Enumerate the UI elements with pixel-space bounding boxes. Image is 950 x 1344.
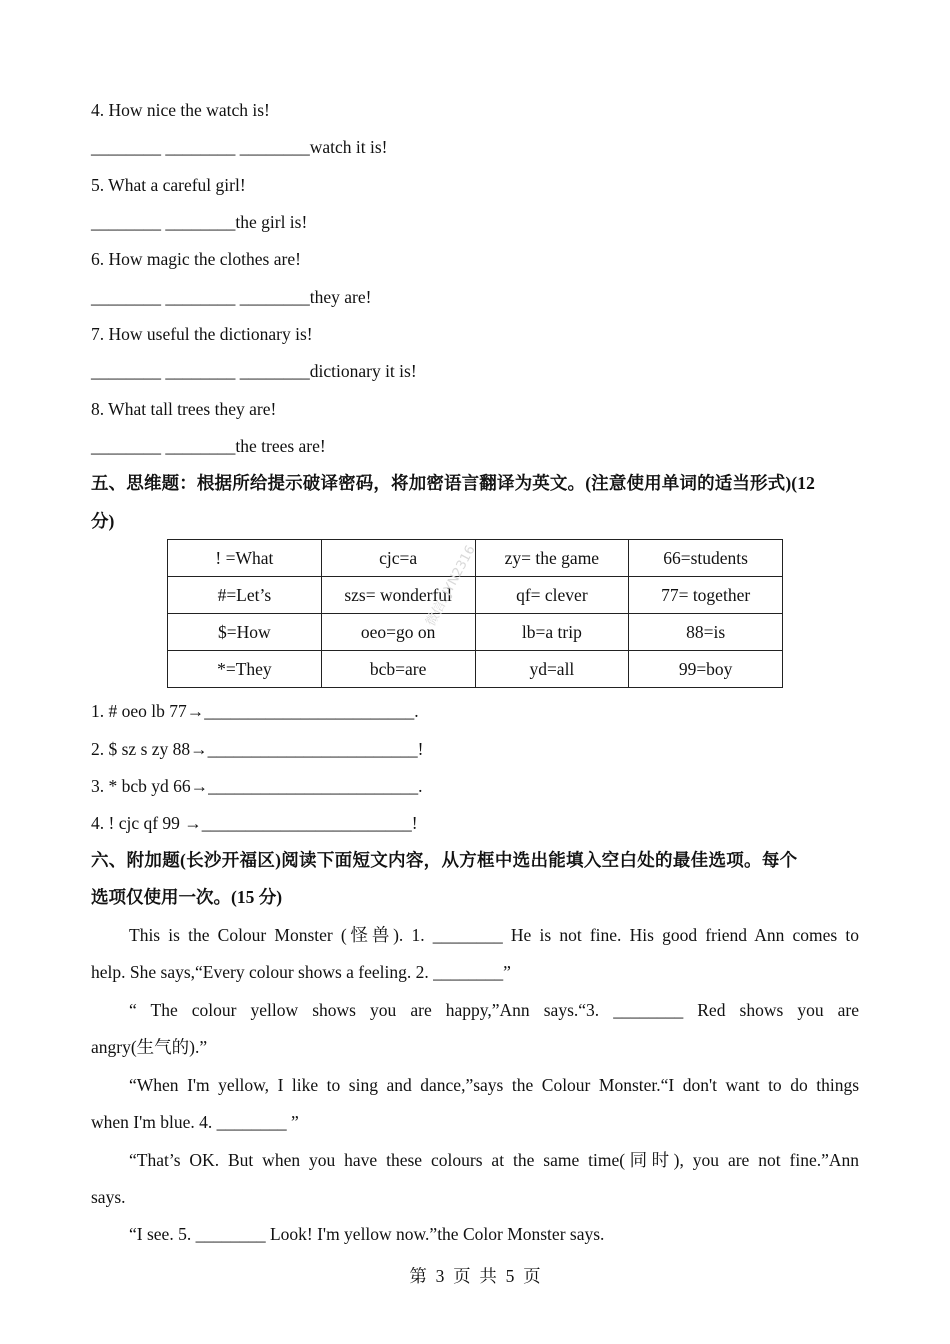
table-row bbox=[168, 614, 783, 651]
table-row bbox=[168, 540, 783, 577]
table-cell: $=How bbox=[168, 614, 322, 651]
cipher-question-1: 1. # oeo lb 77→________________________. bbox=[91, 701, 419, 721]
table-row bbox=[168, 651, 783, 688]
passage-line: “I see. 5. ________ Look! I'm yellow now.”the Color Monster says. bbox=[129, 1224, 605, 1244]
cipher-question-4: 4. ! cjc qf 99 →________________________! bbox=[91, 813, 418, 833]
answer-line-8: ________ ________the trees are! bbox=[91, 436, 326, 456]
cipher-question-2: 2. $ sz s zy 88→________________________! bbox=[91, 739, 424, 759]
table-cell: 66=students bbox=[629, 540, 783, 577]
table-cell: lb=a trip bbox=[475, 614, 629, 651]
page-footer: 第 3 页 共 5 页 bbox=[409, 1266, 541, 1286]
answer-line-4: ________ ________ ________watch it is! bbox=[91, 137, 388, 157]
answer-line-5: ________ ________the girl is! bbox=[91, 212, 308, 232]
passage-line: help. She says,“Every colour shows a feeling. 2. ________” bbox=[91, 962, 511, 982]
question-8: 8. What tall trees they are! bbox=[91, 399, 277, 419]
section5-title: 五、思维题：根据所给提示破译密码，将加密语言翻译为英文。(注意使用单词的适当形式)(12 bbox=[91, 473, 816, 493]
passage-line: when I'm blue. 4. ________ ” bbox=[91, 1112, 299, 1132]
section6-title: 六、附加题(长沙开福区)阅读下面短文内容，从方框中选出能填入空白处的最佳选项。每个 bbox=[91, 850, 798, 870]
question-5: 5. What a careful girl! bbox=[91, 175, 246, 195]
question-4: 4. How nice the watch is! bbox=[91, 100, 270, 120]
question-6: 6. How magic the clothes are! bbox=[91, 249, 301, 269]
passage-line: “ The colour yellow shows you are happy,”Ann says.“3. ________ Red shows you are bbox=[129, 1000, 859, 1020]
passage-line: “That’s OK. But when you have these colours at the same time(同时), you are not fine.”Ann bbox=[129, 1150, 859, 1170]
cipher-table bbox=[167, 539, 783, 688]
table-cell: oeo=go on bbox=[321, 614, 475, 651]
table-cell: qf= clever bbox=[475, 577, 629, 614]
table-cell: 88=is bbox=[629, 614, 783, 651]
answer-line-7: ________ ________ ________dictionary it is! bbox=[91, 361, 417, 381]
table-row bbox=[168, 577, 783, 614]
section6-title-cont: 选项仅使用一次。(15 分) bbox=[91, 887, 283, 907]
table-cell: ! =What bbox=[168, 540, 322, 577]
passage-line: This is the Colour Monster (怪兽). 1. ________ He is not fine. His good friend Ann comes to bbox=[129, 925, 859, 945]
table-cell: yd=all bbox=[475, 651, 629, 688]
table-cell: #=Let’s bbox=[168, 577, 322, 614]
table-cell: zy= the game bbox=[475, 540, 629, 577]
section5-title-cont: 分) bbox=[91, 511, 115, 531]
answer-line-6: ________ ________ ________they are! bbox=[91, 287, 372, 307]
passage-line: “When I'm yellow, I like to sing and dance,”says the Colour Monster.“I don't want to do things bbox=[129, 1075, 859, 1095]
table-cell: bcb=are bbox=[321, 651, 475, 688]
table-cell: 99=boy bbox=[629, 651, 783, 688]
watermark: 微信: JYN2316 bbox=[423, 543, 479, 629]
passage-line: angry(生气的).” bbox=[91, 1037, 208, 1057]
table-cell: cjc=a bbox=[321, 540, 475, 577]
table-cell: szs= wonderful bbox=[321, 577, 475, 614]
question-7: 7. How useful the dictionary is! bbox=[91, 324, 313, 344]
passage-line: says. bbox=[91, 1187, 126, 1207]
cipher-question-3: 3. * bcb yd 66→________________________. bbox=[91, 776, 423, 796]
table-cell: 77= together bbox=[629, 577, 783, 614]
table-cell: *=They bbox=[168, 651, 322, 688]
